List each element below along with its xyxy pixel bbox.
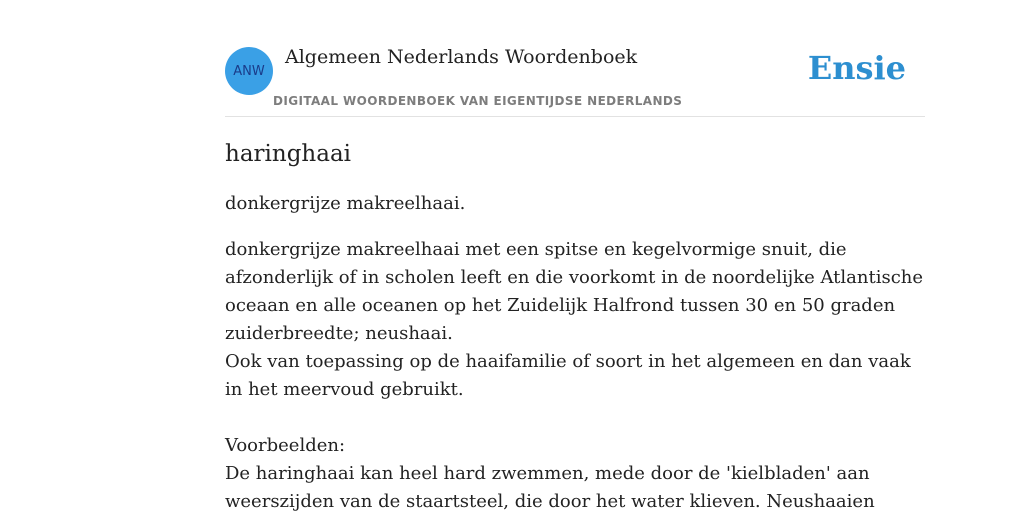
entry-content xyxy=(225,138,925,512)
site-subtitle: DIGITAAL WOORDENBOEK VAN EIGENTIJDSE NEDERLANDS xyxy=(273,94,683,108)
site-header xyxy=(225,40,925,117)
examples-label: Voorbeelden: xyxy=(225,435,346,456)
site-title[interactable]: Algemeen Nederlands Woordenboek xyxy=(285,46,638,68)
anw-logo[interactable] xyxy=(225,47,273,95)
example-text: De haringhaai kan heel hard zwemmen, mede door de 'kielbladen' aan weerszijden van de staartsteel, die door het water klieven. Neushaaien xyxy=(225,463,875,512)
long-definition: donkergrijze makreelhaai met een spitse en kegelvormige snuit, die afzonderlijk of in scholen leeft en die voorkomt in de noordelijke Atlantische oceaan en alle oceanen op het Zuidelijk Halfrond tussen 30 en 50 graden zuiderbreedte; neushaai. xyxy=(225,239,924,344)
logo-text: ANW xyxy=(233,63,265,79)
ensie-brand-logo[interactable]: Ensie xyxy=(807,49,906,87)
long-definition-block xyxy=(225,236,925,512)
usage-note: Ook van toepassing op de haaifamilie of soort in het algemeen en dan vaak in het meervoud gebruikt. xyxy=(225,351,911,400)
entry-headword: haringhaai xyxy=(225,141,352,167)
short-definition: donkergrijze makreelhaai. xyxy=(225,193,466,214)
spacer xyxy=(225,404,925,432)
